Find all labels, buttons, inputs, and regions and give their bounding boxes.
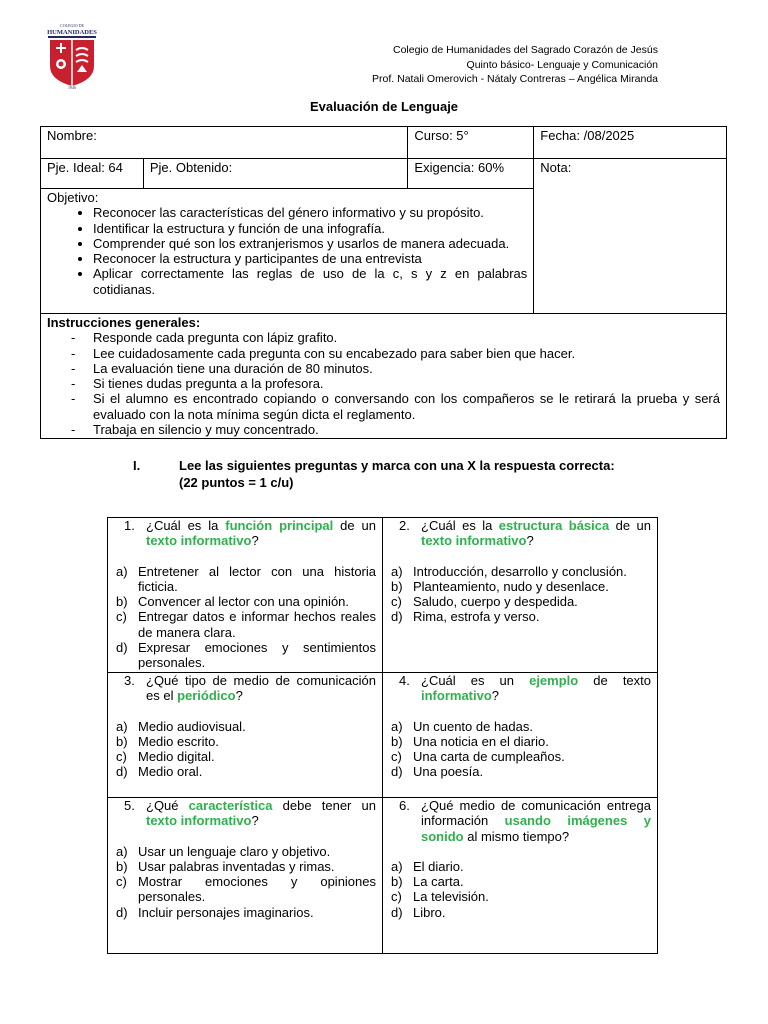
question-text-part: al mismo tiempo? [463, 828, 570, 844]
answer-option[interactable] [116, 874, 376, 905]
question-number: 6. [399, 798, 410, 813]
option-text: Mostrar emociones y opiniones personales. [138, 874, 376, 905]
question-cell [108, 518, 383, 673]
answer-option[interactable] [391, 859, 651, 874]
school-name: Colegio de Humanidades del Sagrado Corazón de Jesús [392, 44, 658, 56]
answer-option[interactable] [116, 764, 376, 779]
answer-options [116, 719, 376, 780]
questions-table [107, 517, 658, 954]
logo-text-top: COLEGIO DE [60, 23, 84, 28]
question-number: 2. [399, 518, 410, 533]
option-text: Medio escrito. [138, 733, 219, 749]
option-text: Usar un lenguaje claro y objetivo. [138, 843, 331, 859]
section-instruction: Lee las siguientes preguntas y marca con una X la respuesta correcta: [179, 458, 615, 473]
question-cell [108, 798, 383, 954]
question-text [391, 518, 651, 549]
question-text-part: ¿Cuál es un [421, 673, 530, 688]
question-text-part: ¿Qué medio de comunicación entrega información [421, 798, 651, 829]
question-text-part: ? [526, 533, 534, 549]
highlighted-keyword: estructura básica [498, 518, 610, 533]
logo-year: 1946 [68, 85, 76, 90]
question-text-part: ? [251, 533, 259, 549]
requirement: Exigencia: 60% [408, 159, 534, 189]
answer-option[interactable] [391, 564, 651, 579]
obtained-score-field[interactable]: Pje. Obtenido: [143, 159, 408, 189]
answer-option[interactable] [391, 764, 651, 779]
answer-options [116, 844, 376, 920]
option-text: Medio audiovisual. [138, 718, 246, 734]
option-letter: d) [116, 764, 128, 780]
objective-item: • Identificar la estructura y función de una infografía. [93, 221, 527, 236]
name-field[interactable]: Nombre: [41, 127, 408, 159]
answer-option[interactable] [391, 609, 651, 624]
instruction-item: - La evaluación tiene una duración de 80 minutos. [93, 361, 720, 376]
answer-option[interactable] [391, 594, 651, 609]
answer-option[interactable] [391, 579, 651, 594]
question-number: 4. [399, 673, 410, 688]
option-text: Expresar emociones y sentimientos personales. [138, 640, 376, 671]
option-text: Rima, estrofa y verso. [413, 609, 540, 625]
objectives-label: Objetivo: [47, 190, 99, 205]
answer-option[interactable] [116, 844, 376, 859]
answer-options [116, 564, 376, 671]
question-cell [383, 798, 658, 954]
grade-box[interactable]: Nota: [534, 159, 727, 314]
question-text-part: ? [251, 813, 259, 829]
question-number: 5. [124, 798, 135, 813]
answer-option[interactable] [116, 719, 376, 734]
answer-options [391, 564, 651, 625]
highlighted-keyword: texto informativo [146, 813, 252, 829]
option-text: Una noticia en el diario. [413, 733, 549, 749]
option-letter: a) [116, 563, 128, 579]
instruction-item: - Si tienes dudas pregunta a la profesora. [93, 376, 720, 391]
option-text: Convencer al lector con una opinión. [138, 594, 350, 610]
logo-text-main: HUMANIDADES [47, 29, 97, 36]
option-letter: d) [391, 764, 403, 780]
answer-option[interactable] [116, 564, 376, 595]
option-letter: c) [391, 749, 402, 765]
student-info-table [40, 126, 727, 439]
answer-option[interactable] [391, 874, 651, 889]
objective-item: • Reconocer la estructura y participantes de una entrevista [93, 251, 527, 266]
option-letter: c) [116, 609, 127, 625]
option-text: Saludo, cuerpo y despedida. [413, 594, 578, 610]
option-letter: a) [391, 718, 403, 734]
answer-option[interactable] [391, 749, 651, 764]
option-letter: b) [116, 733, 128, 749]
option-letter: d) [116, 640, 128, 656]
question-text-part: ? [235, 688, 243, 704]
option-letter: d) [391, 904, 403, 920]
school-logo [44, 22, 100, 90]
option-text: Medio digital. [138, 749, 215, 765]
option-text: La televisión. [413, 889, 489, 905]
option-text: Libro. [413, 904, 446, 920]
teacher-names: Prof. Natali Omerovich - Nátaly Contreras – Angélica Miranda [372, 73, 658, 85]
instruction-item: - Responde cada pregunta con lápiz grafito. [93, 330, 720, 345]
answer-option[interactable] [116, 594, 376, 609]
question-text-part: ¿Cuál es la [421, 518, 499, 533]
date-field[interactable]: Fecha: /08/2025 [534, 127, 727, 159]
instructions-cell [41, 314, 727, 439]
answer-options [391, 719, 651, 780]
highlighted-keyword: característica [188, 798, 273, 813]
option-letter: b) [391, 733, 403, 749]
question-text-part: ¿Qué tipo de medio de comunicación es el [146, 673, 376, 704]
question-text-part: ¿Qué [146, 798, 189, 813]
highlighted-keyword: texto informativo [146, 533, 252, 549]
option-text: Una poesía. [413, 764, 484, 780]
answer-options [391, 859, 651, 920]
objective-item: • Comprender qué son los extranjerismos y usarlos de manera adecuada. [93, 236, 527, 251]
question-text [116, 798, 376, 829]
option-letter: b) [391, 578, 403, 594]
instruction-item: - Trabaja en silencio y muy concentrado. [93, 422, 720, 437]
option-letter: c) [116, 749, 127, 765]
option-text: Entregar datos e informar hechos reales de manera clara. [138, 609, 376, 640]
section-points: (22 puntos = 1 c/u) [179, 475, 294, 490]
option-letter: c) [116, 874, 127, 890]
instructions-label: Instrucciones generales: [47, 315, 201, 330]
question-text-part: ¿Cuál es la [146, 518, 226, 533]
option-text: Entretener al lector con una historia ficticia. [138, 563, 376, 594]
option-text: Medio oral. [138, 764, 203, 780]
instructions-list [47, 330, 720, 437]
question-text [391, 673, 651, 704]
question-text-part: de un [609, 518, 651, 533]
answer-option[interactable] [391, 719, 651, 734]
question-text-part: de un [333, 518, 376, 533]
question-cell [108, 673, 383, 798]
option-text: Introducción, desarrollo y conclusión. [413, 563, 627, 579]
option-letter: b) [391, 874, 403, 890]
question-text-part: de texto [578, 673, 652, 688]
option-letter: d) [391, 609, 403, 625]
option-letter: b) [116, 858, 128, 874]
question-number: 3. [124, 673, 135, 688]
objective-item: • Reconocer las características del género informativo y su propósito. [93, 205, 527, 220]
school-crest-icon [44, 22, 100, 90]
objectives-cell [41, 189, 534, 314]
option-letter: d) [116, 904, 128, 920]
option-text: Una carta de cumpleaños. [413, 749, 565, 765]
option-letter: c) [391, 594, 402, 610]
answer-option[interactable] [116, 859, 376, 874]
ideal-score: Pje. Ideal: 64 [41, 159, 144, 189]
option-letter: b) [116, 594, 128, 610]
answer-option[interactable] [391, 905, 651, 920]
highlighted-keyword: usando imágenes y sonido [421, 813, 651, 844]
answer-option[interactable] [116, 734, 376, 749]
question-text [391, 798, 651, 844]
highlighted-keyword: texto informativo [421, 533, 527, 549]
option-text: Un cuento de hadas. [413, 718, 533, 734]
question-text-part: debe tener un [272, 798, 376, 813]
page-title: Evaluación de Lenguaje [309, 99, 459, 114]
answer-option[interactable] [391, 889, 651, 904]
section-number: I. [133, 458, 141, 473]
instruction-item: - Si el alumno es encontrado copiando o conversando con los compañeros se le retirará la prueba y será evaluado con la nota mínima según dicta el reglamento. [93, 391, 720, 422]
option-text: El diario. [413, 858, 464, 874]
option-text: Usar palabras inventadas y rimas. [138, 858, 335, 874]
highlighted-keyword: periódico [177, 688, 236, 704]
highlighted-keyword: informativo [421, 688, 492, 704]
question-text-part: ? [491, 688, 500, 704]
question-cell [383, 673, 658, 798]
objective-item: • Aplicar correctamente las reglas de uso de la c, s y z en palabras cotidianas. [93, 266, 527, 297]
option-letter: a) [116, 843, 128, 859]
highlighted-keyword: ejemplo [529, 673, 579, 688]
answer-option[interactable] [391, 734, 651, 749]
course-name: Quinto básico- Lenguaje y Comunicación [466, 58, 658, 71]
objectives-list [47, 205, 527, 297]
option-text: Planteamiento, nudo y desenlace. [413, 578, 609, 594]
option-letter: a) [116, 718, 128, 734]
question-number: 1. [124, 518, 135, 533]
instruction-item: - Lee cuidadosamente cada pregunta con su encabezado para saber bien que hacer. [93, 346, 720, 361]
question-text [116, 518, 376, 549]
answer-option[interactable] [116, 640, 376, 671]
option-letter: a) [391, 858, 403, 874]
school-header [372, 43, 658, 87]
grade-field: Curso: 5° [408, 127, 534, 159]
question-text [116, 673, 376, 704]
option-letter: c) [391, 889, 402, 905]
option-text: La carta. [413, 874, 464, 890]
answer-option[interactable] [116, 749, 376, 764]
option-text: Incluir personajes imaginarios. [138, 904, 314, 920]
answer-option[interactable] [116, 905, 376, 920]
highlighted-keyword: función principal [225, 518, 334, 533]
option-letter: a) [391, 563, 403, 579]
question-cell [383, 518, 658, 673]
answer-option[interactable] [116, 609, 376, 640]
